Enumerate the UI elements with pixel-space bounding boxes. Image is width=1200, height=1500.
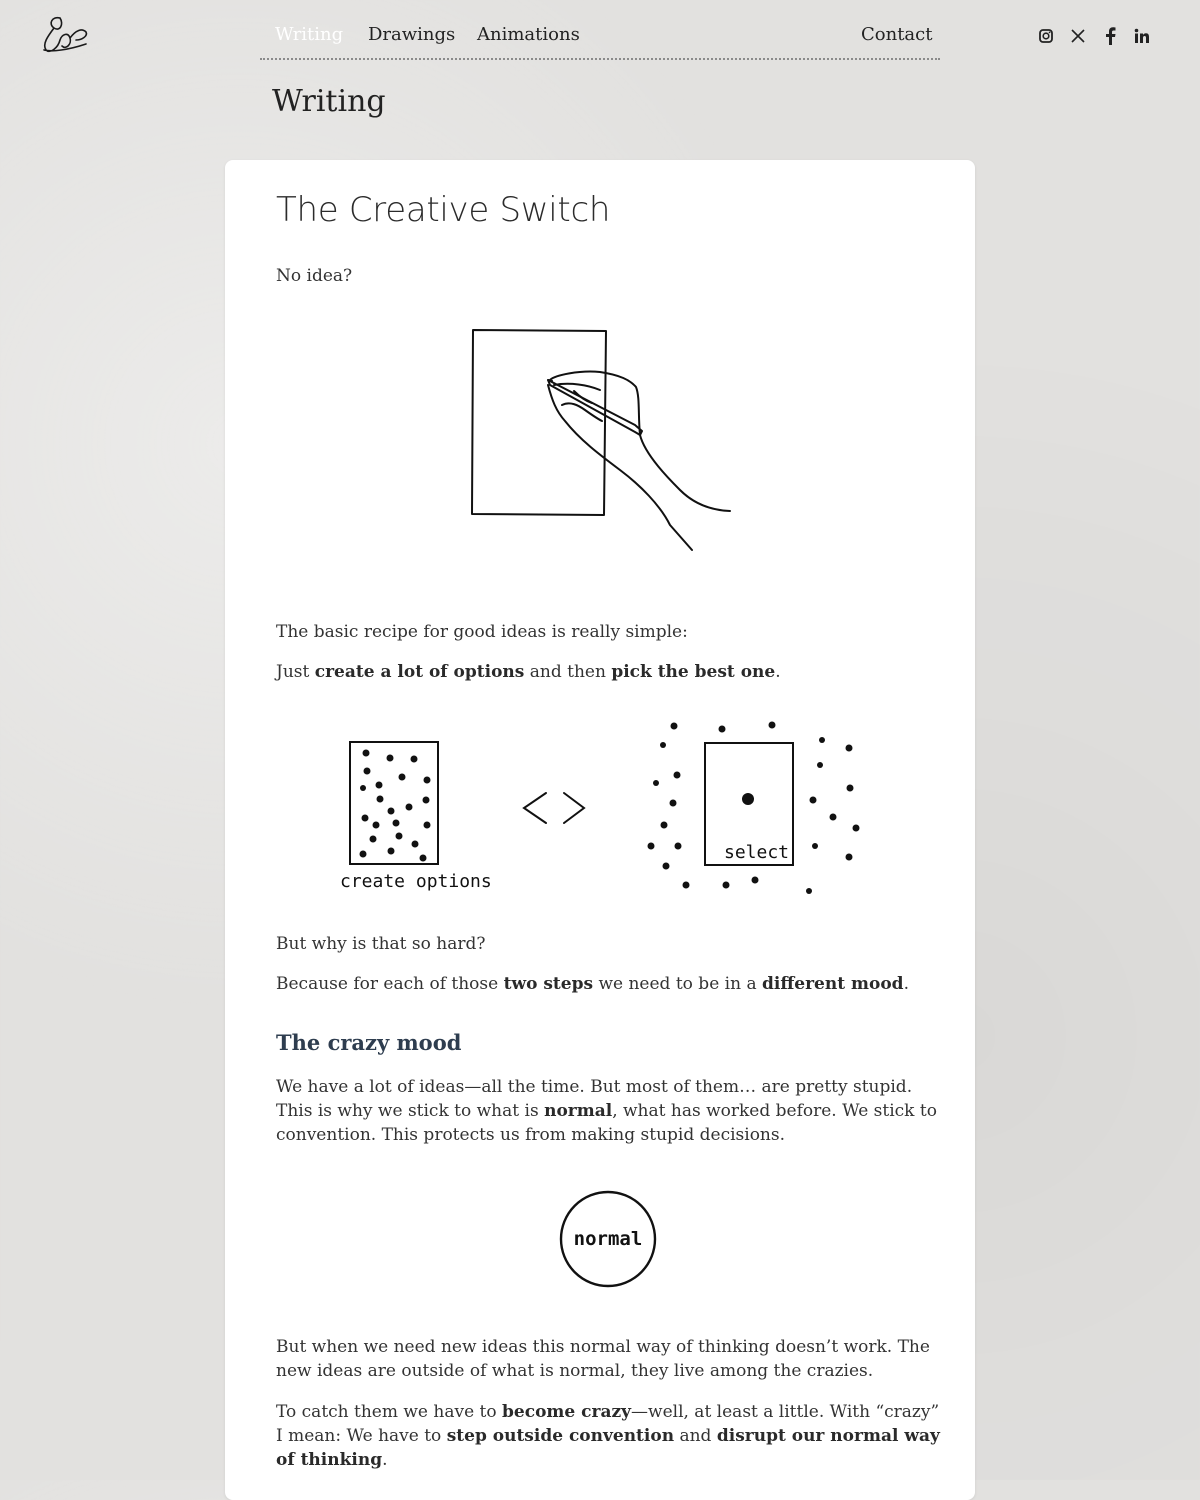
paragraph-new-ideas: But when we need new ideas this normal way of thinking doesn’t work. The new ideas are outside of what is normal, they live among the crazies.: [276, 1337, 930, 1381]
section-title: Writing: [272, 84, 386, 119]
nav-link-writing[interactable]: Writing: [275, 24, 344, 45]
paragraph-become-crazy: To catch them we have to become crazy—well, at least a little. With “crazy” I mean: We have to step outside convention and disrupt our normal way of thinking.: [276, 1402, 940, 1470]
instagram-icon[interactable]: [1038, 26, 1054, 46]
facebook-icon[interactable]: [1102, 26, 1118, 46]
x-icon[interactable]: [1070, 26, 1086, 46]
heading-crazy-mood: The crazy mood: [276, 1030, 462, 1055]
create-options-caption: create options: [340, 871, 492, 892]
article-title: The Creative Switch: [276, 190, 611, 230]
nav-link-drawings[interactable]: Drawings: [368, 24, 456, 45]
paragraph-ideas: We have a lot of ideas—all the time. But most of them… are pretty stupid. This is why we stick to what is normal, what has worked before. We stick to convention. This protects us from making stupid decisions.: [276, 1077, 937, 1145]
signature-logo[interactable]: [38, 14, 90, 56]
illustration-create-vs-select: [336, 715, 896, 905]
paragraph-no-idea: No idea?: [276, 266, 353, 286]
normal-label: normal: [573, 1228, 643, 1250]
paragraph-recipe: The basic recipe for good ideas is really simple:: [276, 622, 688, 642]
article-card: [225, 160, 975, 1500]
illustration-normal-circle: [556, 1187, 660, 1291]
main-navigation: [260, 0, 940, 60]
paragraph-just-create: Just create a lot of options and then pick the best one.: [276, 662, 781, 682]
nav-link-contact[interactable]: Contact: [861, 24, 933, 45]
illustration-hand-writing: [470, 325, 740, 555]
linkedin-icon[interactable]: [1134, 26, 1150, 46]
select-caption: select: [724, 842, 790, 863]
nav-link-animations[interactable]: Animations: [477, 24, 580, 45]
paragraph-why-hard: But why is that so hard?: [276, 934, 486, 954]
paragraph-two-steps: Because for each of those two steps we need to be in a different mood.: [276, 974, 909, 994]
social-links: [1038, 26, 1150, 46]
